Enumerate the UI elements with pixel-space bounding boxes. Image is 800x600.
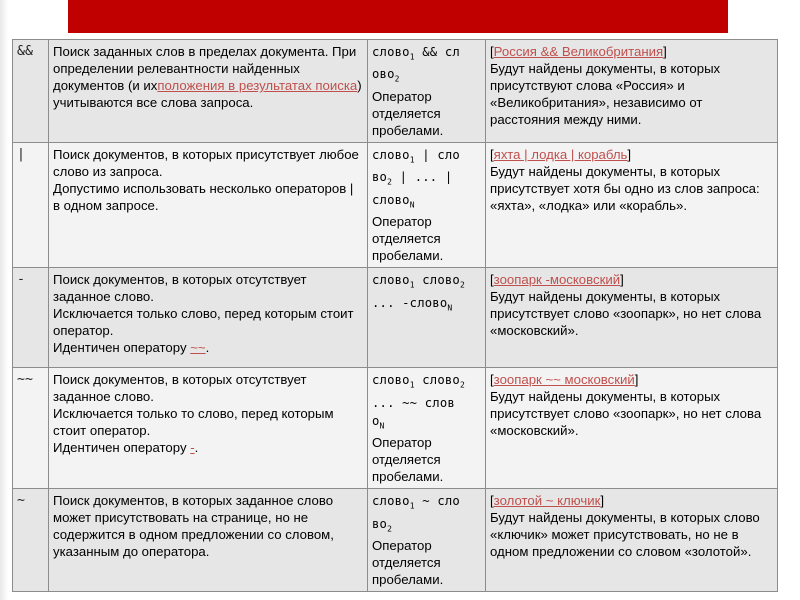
description-text: Исключается только слово, перед которым стоит оператор. [53,306,354,339]
operator-cell: - [13,268,49,368]
description-cell [49,40,368,143]
description-text: Поиск заданных слов в пределах документа. При определении релевантности найденных документов (и их [53,44,357,93]
operator-cell: ~~ [13,368,49,489]
description-text: Допустимо использовать несколько операторов | в одном запросе. [53,180,354,213]
example-link[interactable]: Россия && Великобритания [493,44,664,59]
syntax-text: слово$_1$ ~ сло $во_2$ [372,494,460,533]
syntax-cell [368,489,486,592]
table-row [13,368,778,489]
description-cell [49,142,368,267]
syntax-text: слово$_1$ слово$_2$ ... -слово$_N$ [372,273,465,313]
syntax-text: слово$_1$ && сл ово$_2$ [372,45,460,84]
example-cell: [Россия && Великобритания] Будут найдены документы, в которых присутствуют слова «Россия» и «Великобритания», независимо от расстояния между ними. [486,40,778,143]
example-text: Будут найдены документы, в которых слово «ключик» может присутствовать, но не в одном предложении со словом «золотой». [490,510,760,560]
description-text: Поиск документов, в которых отсутствует заданное слово. [53,272,307,305]
syntax-note: Оператор отделяется пробелами. [372,214,444,264]
description-text: ) учитываются все слова запроса. [53,78,362,110]
example-text: Будут найдены документы, в которых присутствует слово «зоопарк», но нет слова «московский». [490,389,762,439]
example-cell: [яхта | лодка | корабль] Будут найдены документы, в которых присутствует хотя бы одно из слов запроса: «яхта», «лодка» или «корабль». [486,142,778,267]
syntax-cell [368,268,486,368]
operator-cell: && [13,40,49,143]
example-text: Будут найдены документы, в которых присутствует слово «зоопарк», но нет слова «московский». [490,289,762,339]
example-cell: [зоопарк ~~ московский] Будут найдены документы, в которых присутствует слово «зоопарк», но нет слова «московский». [486,368,778,489]
example-link[interactable]: золотой ~ ключик [493,493,601,509]
description-text: Идентичен оператору [53,440,191,456]
syntax-note: Оператор отделяется пробелами. [372,537,444,587]
example-cell: [золотой ~ ключик] Будут найдены документы, в которых слово «ключик» может присутствовать, но не в одном предложении со словом «золотой». [486,489,778,592]
syntax-text: слово$_1$ слово$_2$ ... ~~ слов $о_N$ [372,373,465,431]
syntax-text: слово$_1$ | сло $во_2$ | ... | слово$_N$ [372,147,460,210]
table-row [13,142,778,267]
description-text: Поиск документов, в которых отсутствует заданное слово. [53,372,307,405]
description-cell: Поиск документов, в которых отсутствует заданное слово. Исключается только то слово, перед которым стоит оператор. Идентичен оператору -. [49,368,368,489]
syntax-note: Оператор отделяется пробелами. [372,88,444,138]
table-row [13,268,778,368]
description-text: Поиск документов, в которых присутствует любое слово из запроса. [53,146,359,179]
example-text: Будут найдены документы, в которых присутствуют слова «Россия» и «Великобритания», независимо от расстояния между ними. [490,61,721,127]
table-row [13,489,778,592]
description-text: Поиск документов, в которых заданное слово может присутствовать на странице, но не содержится в одном предложении со словом, указанным до оператора. [53,493,334,560]
example-link[interactable]: зоопарк ~~ московский [493,372,635,388]
operator-link[interactable]: ~~ [190,340,206,356]
example-link[interactable]: зоопарк -московский [493,272,621,288]
operator-link[interactable]: - [190,440,195,456]
syntax-cell [368,142,486,267]
description-cell: Поиск документов, в которых отсутствует заданное слово. Исключается только слово, перед которым стоит оператор. Идентичен оператору ~~. [49,268,368,368]
syntax-note: Оператор отделяется пробелами. [372,435,444,485]
operator-cell: ~ [13,489,49,592]
title-bar [68,0,728,33]
table-row [13,40,778,143]
operators-table [12,39,778,592]
slide-edge [0,0,8,600]
description-text: Идентичен оператору [53,340,191,356]
relevance-link[interactable]: положения в результатах поиска [157,78,358,93]
operator-cell: | [13,142,49,267]
example-link[interactable]: яхта | лодка | корабль [493,146,628,162]
example-cell: [зоопарк -московский] Будут найдены документы, в которых присутствует слово «зоопарк», но нет слова «московский». [486,268,778,368]
syntax-cell [368,368,486,489]
description-cell [49,489,368,592]
example-text: Будут найдены документы, в которых присутствует хотя бы одно из слов запроса: «яхта», «лодка» или «корабль». [490,163,760,213]
syntax-cell [368,40,486,143]
description-text: Исключается только то слово, перед которым стоит оператор. [53,406,334,439]
